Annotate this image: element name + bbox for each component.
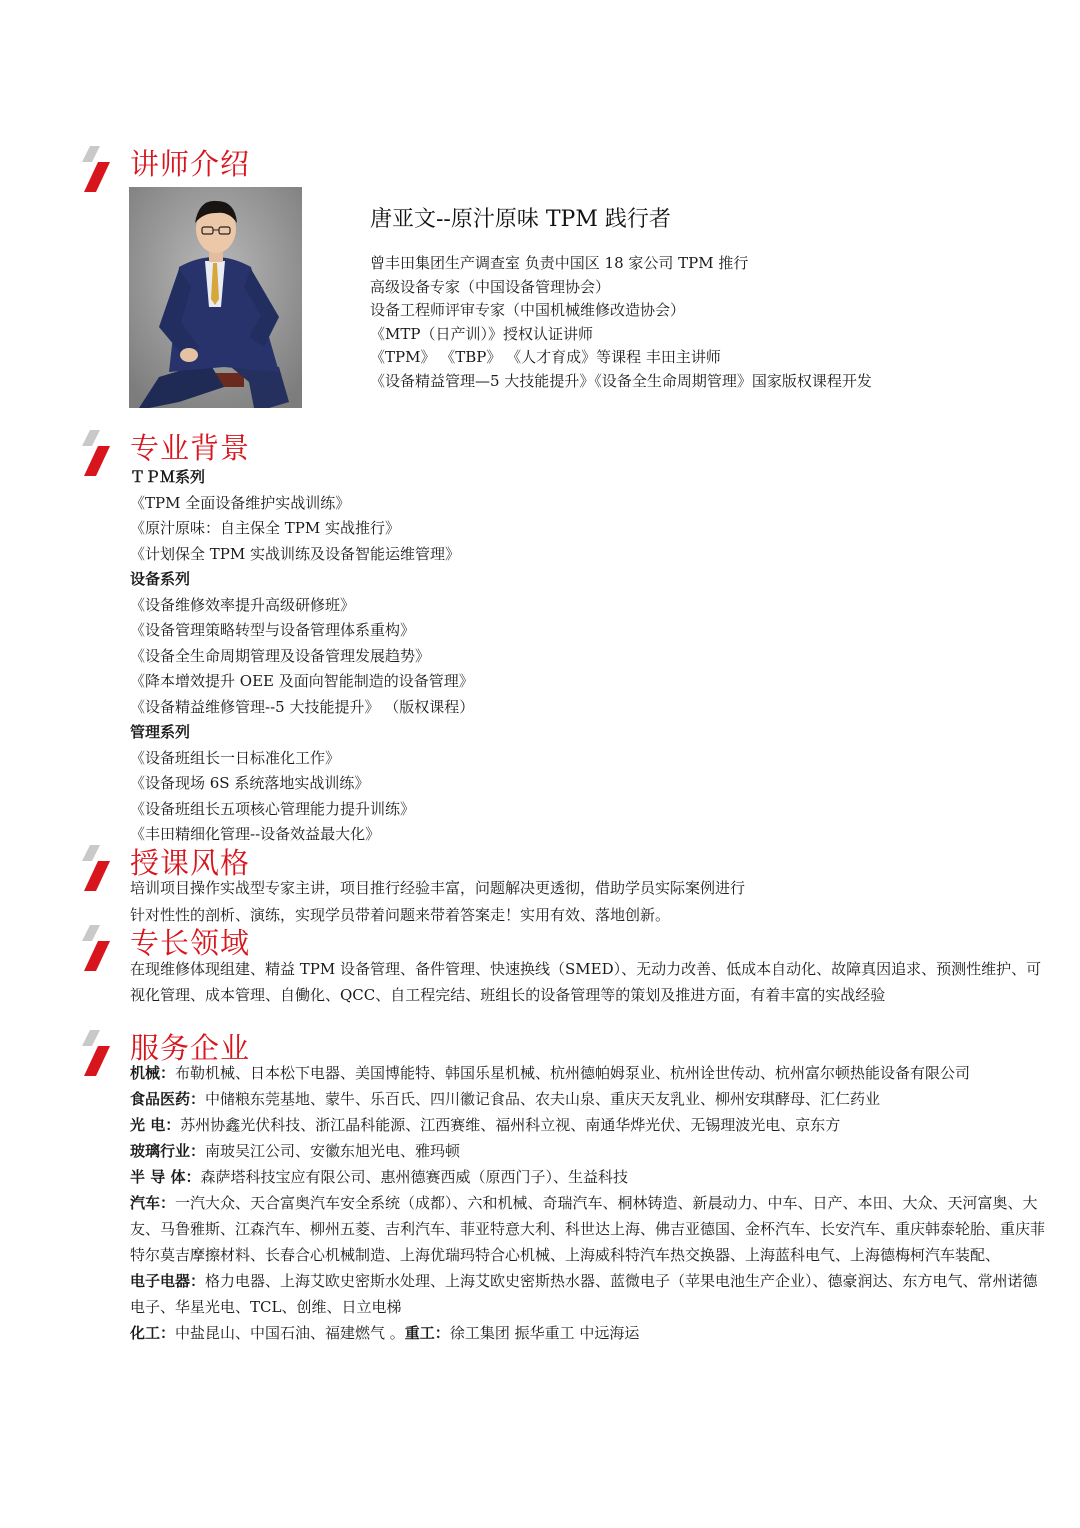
style-line: 培训项目操作实战型专家主讲，项目推行经验丰富，问题解决更透彻，借助学员实际案例进行: [130, 879, 746, 897]
client-row: [130, 1268, 1045, 1320]
section-title: 专长领域: [130, 926, 251, 960]
client-names: 中盐昆山、中国石油、福建燃气 。: [175, 1324, 405, 1342]
client-row: [130, 1086, 1045, 1112]
section-header-background: [76, 430, 476, 470]
client-names: 格力电器、上海艾欧史密斯水处理、上海艾欧史密斯热水器、蓝微电子（苹果电池生产企业）、德豪润达、东方电气、常州诺德电子、华星光电、TCL、创维、日立电梯: [130, 1272, 1038, 1316]
client-names: 森萨塔科技宝应有限公司、惠州德赛西威（原西门子）、生益科技: [200, 1168, 628, 1186]
client-category: 食品医药：: [130, 1090, 206, 1108]
client-category: 汽车：: [130, 1194, 176, 1212]
bio-line: 曾丰田集团生产调查室 负责中国区 18 家公司 TPM 推行: [370, 254, 749, 272]
course-item: 《设备精益维修管理--5 大技能提升》 （版权课程）: [130, 697, 475, 716]
bio-line: 《MTP（日产训）》授权认证讲师: [370, 324, 593, 343]
course-item: 《丰田精细化管理--设备效益最大化》: [130, 825, 381, 843]
course-item: 《设备全生命周期管理及设备管理发展趋势》: [130, 646, 431, 665]
client-row: [130, 1320, 1045, 1346]
client-names: 一汽大众、天合富奥汽车安全系统（成都）、六和机械、奇瑞汽车、桐林铸造、新晨动力、中车、日产、本田、大众、天河富奥、大友、马鲁雅斯、江森汽车、柳州五菱、吉利汽车、菲亚特意大利、科世达上海、佛吉亚德国、金杯汽车、长安汽车、重庆韩泰轮胎、重庆菲特尔莫吉摩擦材料、长春合心机械制造、上海优瑞玛特合心机械、上海威科特汽车热交换器、上海蓝科电气、上海德梅柯汽车装配、: [130, 1194, 1046, 1264]
lecturer-name: 唐亚文--原汁原味 TPM 践行者: [370, 207, 671, 232]
bio-line: 高级设备专家（中国设备管理协会）: [370, 277, 611, 296]
client-category: 半 导 体：: [130, 1168, 201, 1186]
section-title: 讲师介绍: [130, 147, 251, 181]
client-category: 玻璃行业：: [130, 1142, 206, 1160]
client-names: 苏州协鑫光伏科技、浙江晶科能源、江西赛维、福州科立视、南通华烨光伏、无锡理波光电、京东方: [180, 1116, 841, 1134]
slash-mark-icon: [76, 430, 128, 476]
lecturer-photo: [129, 187, 302, 408]
section-title: 专业背景: [130, 431, 251, 465]
client-row: [130, 1138, 1045, 1164]
course-item: 《降本增效提升 OEE 及面向智能制造的设备管理》: [130, 672, 474, 690]
client-names: 布勒机械、日本松下电器、美国博能特、韩国乐星机械、杭州德帕姆泵业、杭州诠世传动、杭州富尔顿热能设备有限公司: [175, 1064, 971, 1082]
course-item: 《设备班组长五项核心管理能力提升训练》: [130, 799, 416, 818]
course-item: 《原汁原味：自主保全 TPM 实战推行》: [130, 519, 400, 537]
expertise-text: 在现维修体现组建、精益 TPM 设备管理、备件管理、快速换线（SMED）、无动力改善、低成本自动化、故障真因追求、预测性维护、可视化管理、成本管理、自働化、QCC、自工程完结、班组长的设备管理等的策划及推进方面，有着丰富的实战经验: [130, 960, 1042, 1004]
style-line: 针对性性的剖析、演练，实现学员带着问题来带着答案走！实用有效、落地创新。: [130, 906, 671, 924]
course-item: 《TPM 全面设备维护实战训练》: [130, 493, 351, 512]
client-names: 中储粮东莞基地、蒙牛、乐百氏、四川徽记食品、农夫山泉、重庆天友乳业、柳州安琪酵母、汇仁药业: [205, 1090, 881, 1108]
client-category: 电子电器：: [130, 1272, 206, 1290]
lecturer-bio: [370, 252, 872, 393]
client-row: [130, 1060, 1045, 1086]
client-category: 重工：: [404, 1324, 450, 1342]
slash-mark-icon: [76, 845, 128, 891]
bio-line: 《TPM》 《TBP》 《人才育成》等课程 丰田主讲师: [370, 348, 721, 366]
client-row: [130, 1164, 1045, 1190]
client-row: [130, 1112, 1045, 1138]
slash-mark-icon: [76, 146, 128, 192]
client-names: 南玻吴江公司、安徽东旭光电、雅玛顿: [205, 1142, 461, 1160]
section-title: 授课风格: [130, 846, 251, 880]
bio-line: 设备工程师评审专家（中国机械维修改造协会）: [370, 301, 686, 319]
course-group-heading: ＴＰＭ系列: [130, 468, 206, 486]
course-item: 《设备维修效率提升高级研修班》: [130, 595, 356, 614]
slash-mark-icon: [76, 1030, 128, 1076]
course-item: 《设备管理策略转型与设备管理体系重构》: [130, 621, 416, 639]
course-list: [130, 465, 474, 848]
course-item: 《设备现场 6S 系统落地实战训练》: [130, 774, 370, 792]
client-names: 徐工集团 振华重工 中远海运: [449, 1324, 640, 1342]
bio-line: 《设备精益管理—5 大技能提升》《设备全生命周期管理》国家版权课程开发: [370, 371, 872, 390]
course-item: 《计划保全 TPM 实战训练及设备智能运维管理》: [130, 544, 460, 563]
section-title: 服务企业: [130, 1031, 251, 1065]
course-item: 《设备班组长一日标准化工作》: [130, 748, 341, 767]
slash-mark-icon: [76, 925, 128, 971]
client-row: [130, 1190, 1045, 1268]
client-category: 化工：: [130, 1324, 176, 1342]
course-group-heading: 管理系列: [130, 723, 191, 741]
client-list: [130, 1060, 1045, 1346]
course-group-heading: 设备系列: [130, 570, 191, 588]
section-header-intro: [76, 146, 476, 186]
client-category: 机械：: [130, 1064, 176, 1082]
client-category: 光 电：: [130, 1116, 181, 1134]
